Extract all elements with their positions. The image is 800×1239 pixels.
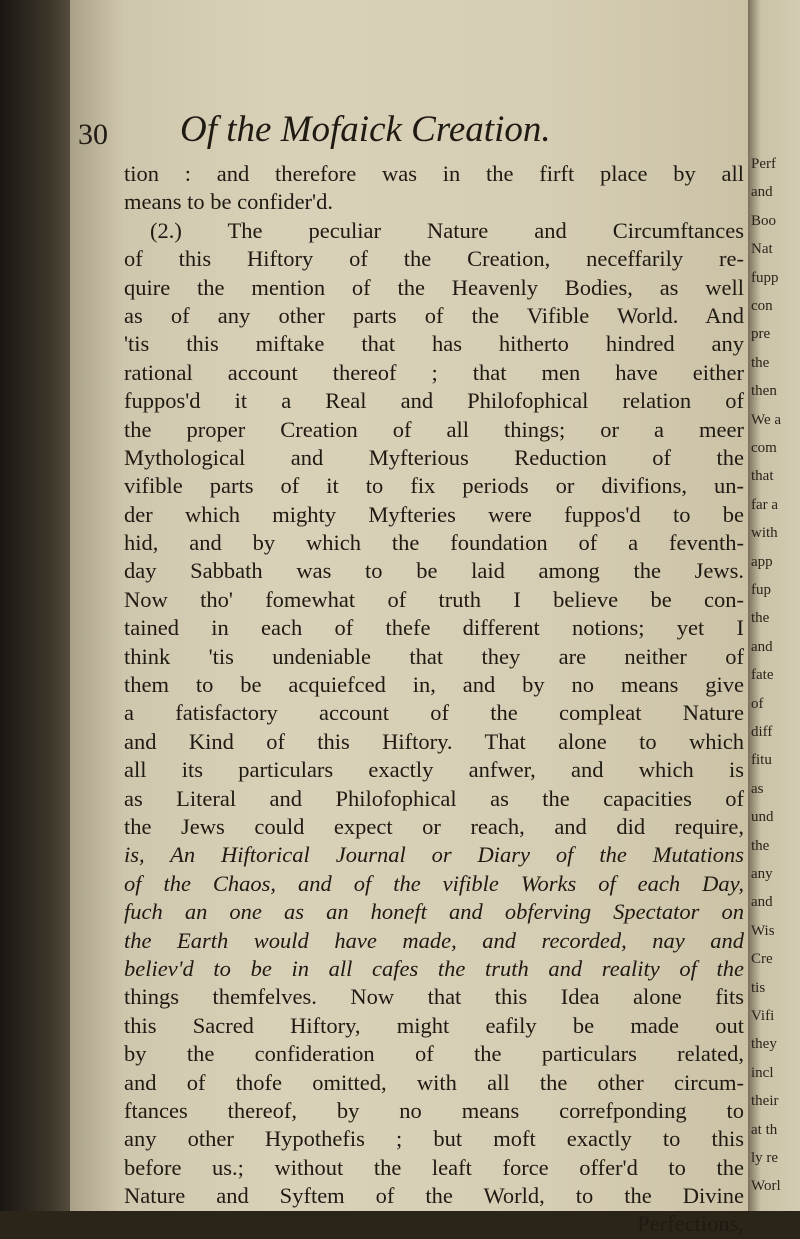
facing-page-fragment: Perf	[751, 156, 776, 172]
text-line: think 'tis undeniable that they are neither of	[124, 643, 744, 669]
text-line: this Sacred Hiftory, might eafily be made out	[124, 1012, 744, 1038]
text-line: is, An Hiftorical Journal or Diary of the Mutations	[124, 842, 744, 868]
facing-page-fragment: any	[751, 866, 773, 882]
facing-page-fragment: ly re	[751, 1150, 779, 1166]
facing-page-fragment: und	[751, 809, 774, 826]
facing-page-fragment: com	[751, 440, 777, 456]
facing-page-fragment: pre	[751, 326, 771, 343]
text-line: vifible parts of it to fix periods or divifions, un-	[124, 473, 744, 499]
facing-page-fragment: and	[751, 638, 773, 655]
text-line: and of thofe omitted, with all the other circum-	[124, 1069, 744, 1095]
facing-page-fragment: and	[751, 184, 773, 201]
text-line: (2.) The peculiar Nature and Circumftances	[150, 217, 744, 243]
facing-page-fragment: at th	[751, 1121, 778, 1138]
text-line: by the confideration of the particulars related,	[124, 1041, 744, 1067]
text-line: means to be confider'd.	[124, 189, 333, 215]
text-line: quire the mention of the Heavenly Bodies, as well	[124, 274, 744, 300]
facing-page-fragment: Wis	[751, 922, 775, 939]
text-line: fuch an one as an honeft and obferving Spectator on	[124, 899, 744, 925]
facing-page-fragment: of	[751, 695, 764, 712]
text-line: as Literal and Philofophical as the capacities of	[124, 785, 744, 811]
facing-page-edge	[748, 0, 800, 1211]
facing-page-fragment: diff	[751, 724, 773, 740]
body-text	[124, 160, 744, 1239]
facing-page-fragment: the	[751, 837, 770, 854]
facing-page-fragment: incl	[751, 1064, 774, 1081]
text-line: any other Hypothefis ; but moft exactly to this	[124, 1126, 744, 1152]
text-line: hid, and by which the foundation of a feventh-	[124, 530, 744, 556]
facing-page-fragment: Vifi	[751, 1008, 775, 1024]
text-line: der which mighty Myfteries were fuppos'd to be	[124, 501, 744, 527]
text-line: the proper Creation of all things; or a meer	[124, 416, 744, 442]
facing-page-fragment: Cre	[751, 951, 773, 968]
text-line: the Earth would have made, and recorded, nay and	[124, 927, 744, 953]
text-line: 'tis this miftake that has hitherto hindred any	[124, 331, 744, 357]
text-line: as of any other parts of the Vifible World. And	[124, 302, 744, 328]
text-line: them to be acquiefced in, and by no means give	[124, 672, 744, 698]
facing-page-fragment: tis	[751, 979, 766, 996]
facing-page-fragment: fate	[751, 667, 774, 684]
text-line: ftances thereof, by no means correfponding to	[124, 1097, 744, 1123]
page-number: 30	[78, 118, 108, 151]
text-line: and Kind of this Hiftory. That alone to which	[124, 728, 744, 754]
facing-page-fragment: We a	[751, 411, 782, 428]
facing-page-fragment: far a	[751, 496, 779, 513]
text-line: the Jews could expect or reach, and did require,	[124, 813, 744, 839]
text-line: of this Hiftory of the Creation, neceffarily re-	[124, 246, 744, 272]
facing-page-fragment: Nat	[751, 241, 773, 258]
text-line: Perfections,	[637, 1211, 744, 1237]
text-line: all its particulars exactly anfwer, and which is	[124, 757, 744, 783]
facing-page-fragment: fitu	[751, 752, 772, 769]
facing-page-fragment: fupp	[751, 269, 779, 286]
facing-page-fragment: their	[751, 1093, 779, 1110]
text-line: tained in each of thefe different notions; yet I	[124, 615, 744, 641]
text-line: day Sabbath was to be laid among the Jews.	[124, 558, 744, 584]
facing-page-fragment: then	[751, 383, 777, 400]
facing-page-fragment: and	[751, 894, 773, 911]
text-line: before us.; without the leaft force offer'd to the	[124, 1154, 744, 1180]
facing-page-fragment: the	[751, 354, 770, 371]
facing-page-fragment: as	[751, 780, 764, 797]
facing-page-fragment: Boo	[751, 212, 777, 229]
facing-page-fragment: app	[751, 553, 773, 570]
facing-page-fragment: they	[751, 1036, 777, 1053]
running-head: Of the Mofaick Creation.	[180, 109, 551, 150]
text-line: things themfelves. Now that this Idea alone fits	[124, 984, 744, 1010]
facing-page-fragment: Worl	[751, 1178, 781, 1195]
facing-page-fragment: fup	[751, 582, 771, 598]
facing-page-fragment: that	[751, 468, 774, 485]
text-line: Mythological and Myfterious Reduction of the	[124, 444, 744, 470]
facing-page-fragment: with	[751, 525, 778, 542]
facing-page-fragment: the	[751, 610, 770, 627]
text-line: fuppos'd it a Real and Philofophical relation of	[124, 388, 744, 414]
text-line: of the Chaos, and of the vifible Works of each Day,	[124, 870, 744, 896]
facing-page-fragment: con	[751, 298, 773, 314]
text-line: tion : and therefore was in the firft place by all	[124, 161, 744, 186]
text-line: a fatisfactory account of the compleat Nature	[124, 700, 744, 726]
text-line: Now tho' fomewhat of truth I believe be con-	[124, 586, 744, 612]
text-line: believ'd to be in all cafes the truth and reality of the	[124, 955, 744, 981]
text-line: rational account thereof ; that men have either	[124, 359, 744, 385]
text-line: Nature and Syftem of the World, to the Divine	[124, 1183, 744, 1209]
